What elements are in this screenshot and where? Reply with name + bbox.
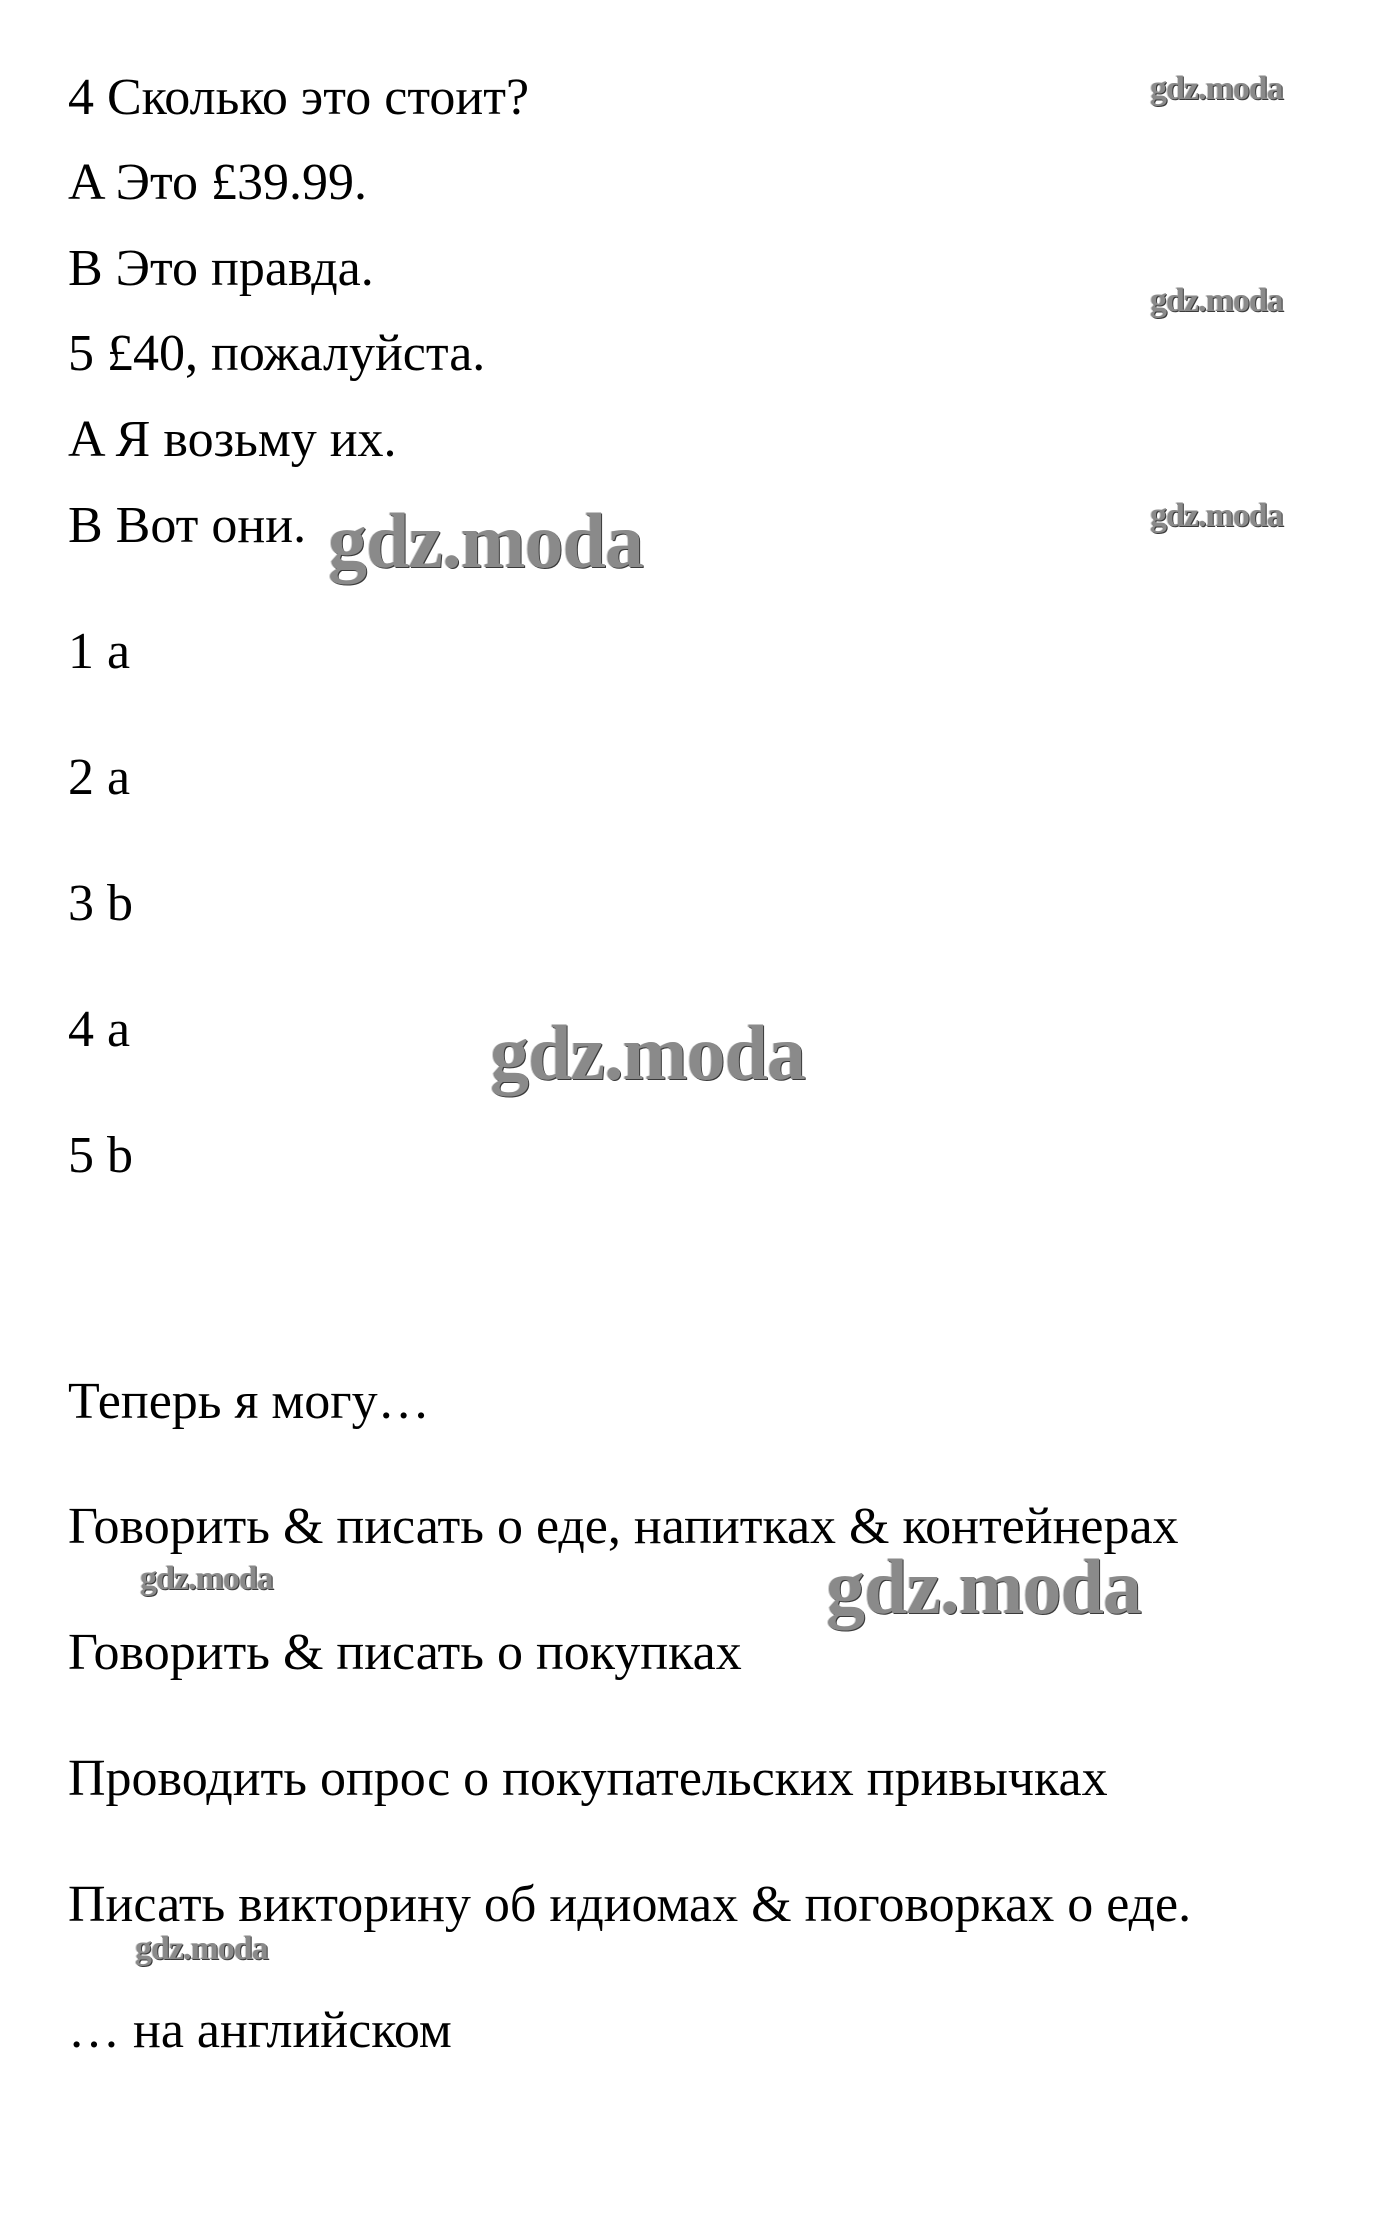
dialogue-line-2: A Это £39.99. <box>68 154 368 211</box>
watermark: gdz.moda <box>1150 70 1283 107</box>
dialogue-line-5: A Я возьму их. <box>68 411 397 468</box>
now-i-can-item-1: Говорить & писать о еде, напитках & контейнерах <box>68 1498 1179 1555</box>
answer-1: 1 a <box>68 623 131 680</box>
watermark: gdz.moda <box>328 497 643 584</box>
answer-5: 5 b <box>68 1127 133 1184</box>
now-i-can-item-4: Писать викторину об идиомах & поговорках о еде. <box>68 1876 1192 1933</box>
watermark: gdz.moda <box>140 1560 273 1597</box>
watermark: gdz.moda <box>1150 282 1283 319</box>
watermark: gdz.moda <box>135 1930 268 1967</box>
answer-3: 3 b <box>68 875 133 932</box>
answer-4: 4 a <box>68 1001 131 1058</box>
dialogue-line-4: 5 £40, пожалуйста. <box>68 325 486 382</box>
now-i-can-item-3: Проводить опрос о покупательских привычках <box>68 1750 1108 1807</box>
now-i-can-footer: … на английском <box>68 2002 452 2059</box>
now-i-can-item-2: Говорить & писать о покупках <box>68 1624 742 1681</box>
now-i-can-heading: Теперь я могу… <box>68 1373 430 1430</box>
watermark: gdz.moda <box>1150 497 1283 534</box>
watermark: gdz.moda <box>826 1543 1141 1630</box>
watermark: gdz.moda <box>490 1009 805 1096</box>
dialogue-line-1: 4 Сколько это стоит? <box>68 69 530 126</box>
answer-2: 2 a <box>68 749 131 806</box>
dialogue-line-6: B Вот они. <box>68 497 307 554</box>
dialogue-line-3: B Это правда. <box>68 240 374 297</box>
